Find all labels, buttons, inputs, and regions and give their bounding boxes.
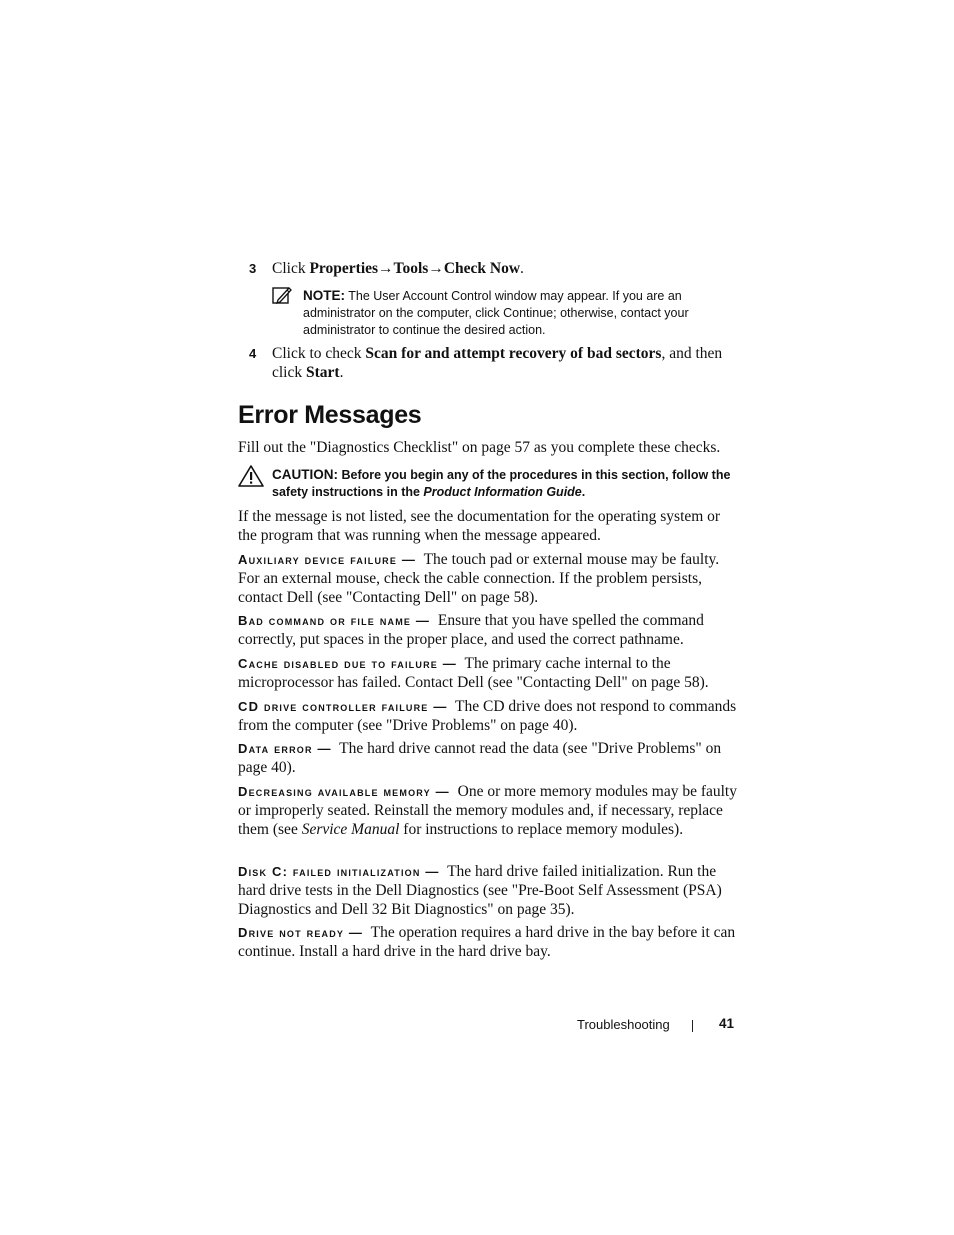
period: . xyxy=(339,364,344,381)
step-4-text xyxy=(272,344,742,382)
error-term: Auxiliary device failure — xyxy=(238,552,417,567)
error-entry xyxy=(238,923,738,961)
error-entry xyxy=(238,550,738,607)
note-text: administrator on the computer, click xyxy=(303,306,504,320)
note-block xyxy=(303,287,723,339)
step-3-text xyxy=(272,259,524,278)
page-title: Error Messages xyxy=(238,401,422,429)
error-description: for instructions to replace memory modules). xyxy=(399,821,684,838)
continue-term: Continue xyxy=(503,306,554,320)
error-description: One or more memory modules may be faulty or improperly seated. Reinstall the memory modules and, if necessary, replace them (see xyxy=(238,783,737,838)
arrow: → xyxy=(378,260,394,277)
error-entry xyxy=(238,739,738,777)
error-description: The hard drive failed initialization. Run the hard drive tests in the Dell Diagnostics (see "Pre-Boot Self Assessment (PSA) Diagnostics and Dell 32 Bit Diagnostics" on page 35). xyxy=(238,863,722,918)
intro-text: Fill out the "Diagnostics Checklist" on page 57 as you complete these checks. xyxy=(238,439,721,456)
error-term: Disk C: failed initialization — xyxy=(238,864,440,879)
start-term: Start xyxy=(306,364,340,381)
caution-text: Before you begin any of the procedures in this section, follow the xyxy=(338,468,731,482)
menu-properties: Properties xyxy=(309,260,379,277)
caution-text: safety instructions in the xyxy=(272,484,424,499)
error-description: The CD drive does not respond to commands from the computer (see "Drive Problems" on page 40). xyxy=(238,698,737,734)
note-text: ; otherwise, contact your xyxy=(553,306,689,320)
arrow: → xyxy=(428,260,444,277)
error-entry xyxy=(238,782,738,839)
page-number: 41 xyxy=(719,1016,735,1031)
step-number: 4 xyxy=(249,346,257,361)
error-description: The operation requires a hard drive in the bay before it can continue. Install a hard drive in the hard drive bay. xyxy=(238,924,736,960)
caution-block xyxy=(272,467,742,500)
error-description: The primary cache internal to the microprocessor has failed. Contact Dell (see "Contacting Dell" on page 58). xyxy=(238,655,709,691)
footer-section: Troubleshooting xyxy=(577,1017,670,1032)
caution-label: CAUTION: xyxy=(272,467,338,482)
note-line: administrator to continue the desired action. xyxy=(303,323,546,337)
error-term: Cache disabled due to failure — xyxy=(238,656,457,671)
note-text: The xyxy=(348,289,374,303)
period: . xyxy=(520,260,524,277)
step-text: Click to check xyxy=(272,345,366,362)
caution-warning-icon xyxy=(237,464,265,488)
note-label: NOTE: xyxy=(303,288,345,303)
note-pencil-icon xyxy=(272,286,292,304)
note-line xyxy=(303,305,723,322)
error-description: The hard drive cannot read the data (see "Drive Problems" on page 40). xyxy=(238,740,722,776)
error-entry xyxy=(238,654,738,692)
uac-term: User Account Control xyxy=(373,289,492,303)
error-entry xyxy=(238,611,738,649)
step-text: Click xyxy=(272,260,310,277)
menu-tools: Tools xyxy=(393,260,429,277)
error-term: Bad command or file name — xyxy=(238,613,431,628)
menu-check-now: Check Now xyxy=(443,260,521,277)
step-text: , and then xyxy=(661,345,723,362)
step-number: 3 xyxy=(249,261,257,276)
guide-title: Product Information Guide xyxy=(423,484,582,499)
error-term: Data error — xyxy=(238,741,332,756)
note-text: window may appear. If you are an xyxy=(491,289,682,303)
error-description: Ensure that you have spelled the command correctly, put spaces in the proper place, and used the correct pathname. xyxy=(238,612,704,648)
error-description: The touch pad or external mouse may be faulty. For an external mouse, check the cable connection. If the problem persists, contact Dell (see "Contacting Dell" on page 58). xyxy=(238,551,720,606)
listing-note: If the message is not listed, see the documentation for the operating system or the program that was running when the message appeared. xyxy=(238,508,721,544)
step-text: click xyxy=(272,364,306,381)
manual-title: Service Manual xyxy=(301,821,400,838)
scan-option: Scan for and attempt recovery of bad sectors xyxy=(365,345,662,362)
error-term: Decreasing available memory — xyxy=(238,784,450,799)
period: . xyxy=(581,484,586,499)
error-entry xyxy=(238,862,738,919)
error-term: CD drive controller failure — xyxy=(238,699,448,714)
error-term: Drive not ready — xyxy=(238,925,364,940)
footer-divider xyxy=(692,1020,693,1032)
note-line xyxy=(303,287,723,305)
error-entry xyxy=(238,697,738,735)
